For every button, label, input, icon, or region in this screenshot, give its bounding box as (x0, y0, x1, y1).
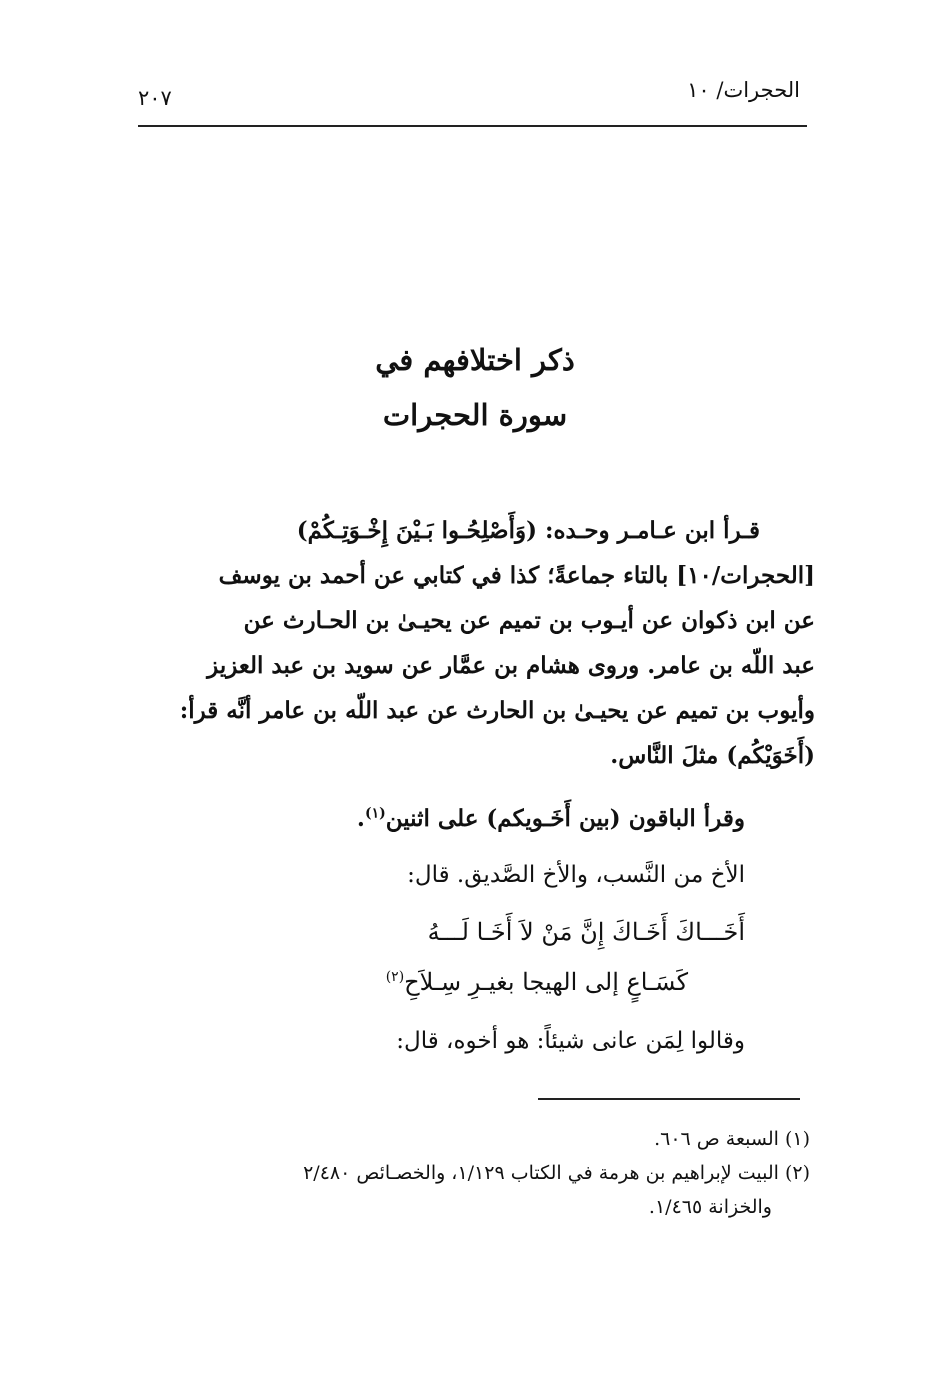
verse-hemistich-2-text: كَسَـاعٍ إلى الهيجا بغيـرِ سِـلاَحِ (404, 968, 688, 996)
footnote-divider (538, 1098, 800, 1100)
paragraph-line: عبد اللّه بن عامر. وروى هشام بن عمَّار عن سويد بن عبد العزيز (207, 652, 815, 679)
paragraph-line: (أَخَوَيْكُم) مثلَ النَّاس. (610, 742, 815, 769)
verse-hemistich-1: أَخَـــاكَ أَخَـاكَ إِنَّ مَنْ لاَ أَخَـا لَـــهُ (427, 918, 745, 946)
footnote-ref-1: (١) (364, 805, 386, 822)
footnote-2: (٢) البيت لإبراهيم بن هرمة في الكتاب ١/١٢٩، والخصـائص ٢/٤٨٠ (303, 1162, 810, 1184)
footnote-ref-2: (٢) (385, 969, 405, 985)
footnote-2-continuation: والخزانة ١/٤٦٥. (648, 1196, 772, 1218)
section-title-line-2: سورة الحجرات (382, 398, 568, 432)
main-paragraph (130, 508, 815, 778)
brother-definition-line: الأخ من النَّسب، والأخ الصَّديق. قال: (407, 862, 745, 888)
header-divider (138, 125, 807, 127)
paragraph-line: قـرأ ابن عـامـر وحـده: (وَأَصْلِحُـوا بَـيْنَ إِخْـوَتِـكُمْ) (296, 517, 760, 544)
others-reading-period: . (356, 805, 365, 832)
running-header: الحجرات/ ١٠ (687, 78, 800, 102)
verse-hemistich-2 (386, 968, 688, 996)
page-number: ٢٠٧ (138, 86, 172, 110)
paragraph-line: وأيوب بن تميم عن يحيـىٰ بن الحارث عن عبد اللّه بن عامر أنَّه قرأ: (179, 697, 815, 724)
others-reading-line (357, 805, 745, 832)
others-reading-text: وقرأ الباقون (بين أَخَـويكم) على اثنين (385, 805, 745, 832)
paragraph-line: [الحجرات/١٠] بالتاء جماعةً؛ كذا في كتابي عن أحمد بن يوسف (218, 562, 815, 589)
closing-line: وقالوا لِمَن عانى شيئاً: هو أخوه، قال: (396, 1028, 745, 1054)
footnote-1: (١) السبعة ص ٦٠٦. (654, 1128, 810, 1150)
paragraph-line: عن ابن ذكوان عن أيـوب بن تميم عن يحيـىٰ بن الحـارث عن (243, 607, 815, 634)
section-title-line-1: ذكر اختلافهم في (375, 343, 575, 377)
